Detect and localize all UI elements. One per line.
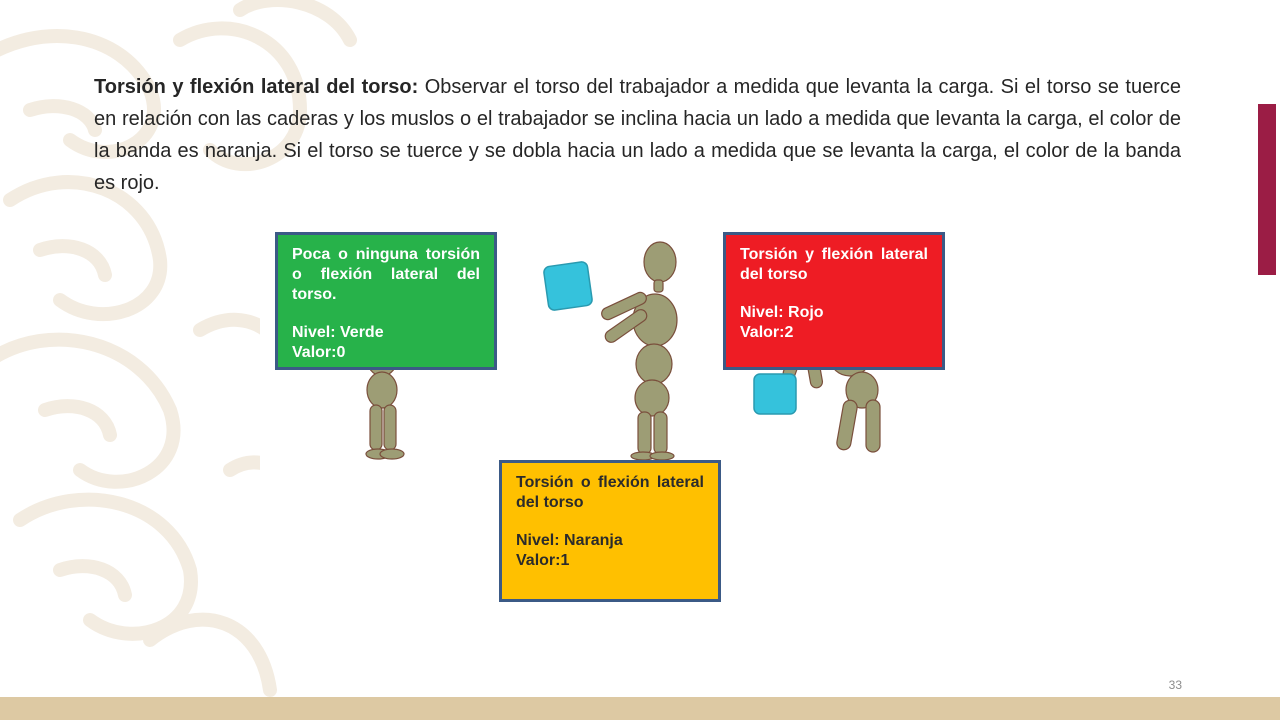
level-value: Valor:2 bbox=[740, 324, 794, 341]
footer-band bbox=[0, 697, 1280, 720]
level-description: Poca o ninguna torsión o flexión lateral del torso. bbox=[292, 246, 480, 303]
level-name: Nivel: Rojo bbox=[740, 304, 824, 321]
level-box-red bbox=[723, 232, 945, 370]
description-paragraph bbox=[94, 71, 1181, 199]
page-number: 33 bbox=[1168, 678, 1182, 692]
level-name: Nivel: Naranja bbox=[516, 532, 623, 549]
figure-twisting-icon bbox=[540, 240, 700, 460]
level-value: Valor:1 bbox=[516, 552, 570, 569]
level-box-green bbox=[275, 232, 497, 370]
level-name: Nivel: Verde bbox=[292, 324, 384, 341]
level-description: Torsión o flexión lateral del torso bbox=[516, 474, 704, 511]
paragraph-body: Observar el torso del trabajador a medida que levanta la carga. Si el torso se tuerce en relación con las caderas y los muslos o el trabajador se inclina hacia un lado a medida que levanta la carga, el color de la banda es naranja. Si el torso se tuerce y se dobla hacia un lado a medida que se levanta la carga, el color de la banda es rojo. bbox=[94, 76, 1182, 194]
level-description: Torsión y flexión lateral del torso bbox=[740, 246, 928, 283]
level-value: Valor:0 bbox=[292, 344, 346, 361]
paragraph-bold-lead: Torsión y flexión lateral del torso: bbox=[94, 76, 419, 98]
level-box-orange bbox=[499, 460, 721, 602]
accent-side-bar bbox=[1258, 104, 1276, 275]
